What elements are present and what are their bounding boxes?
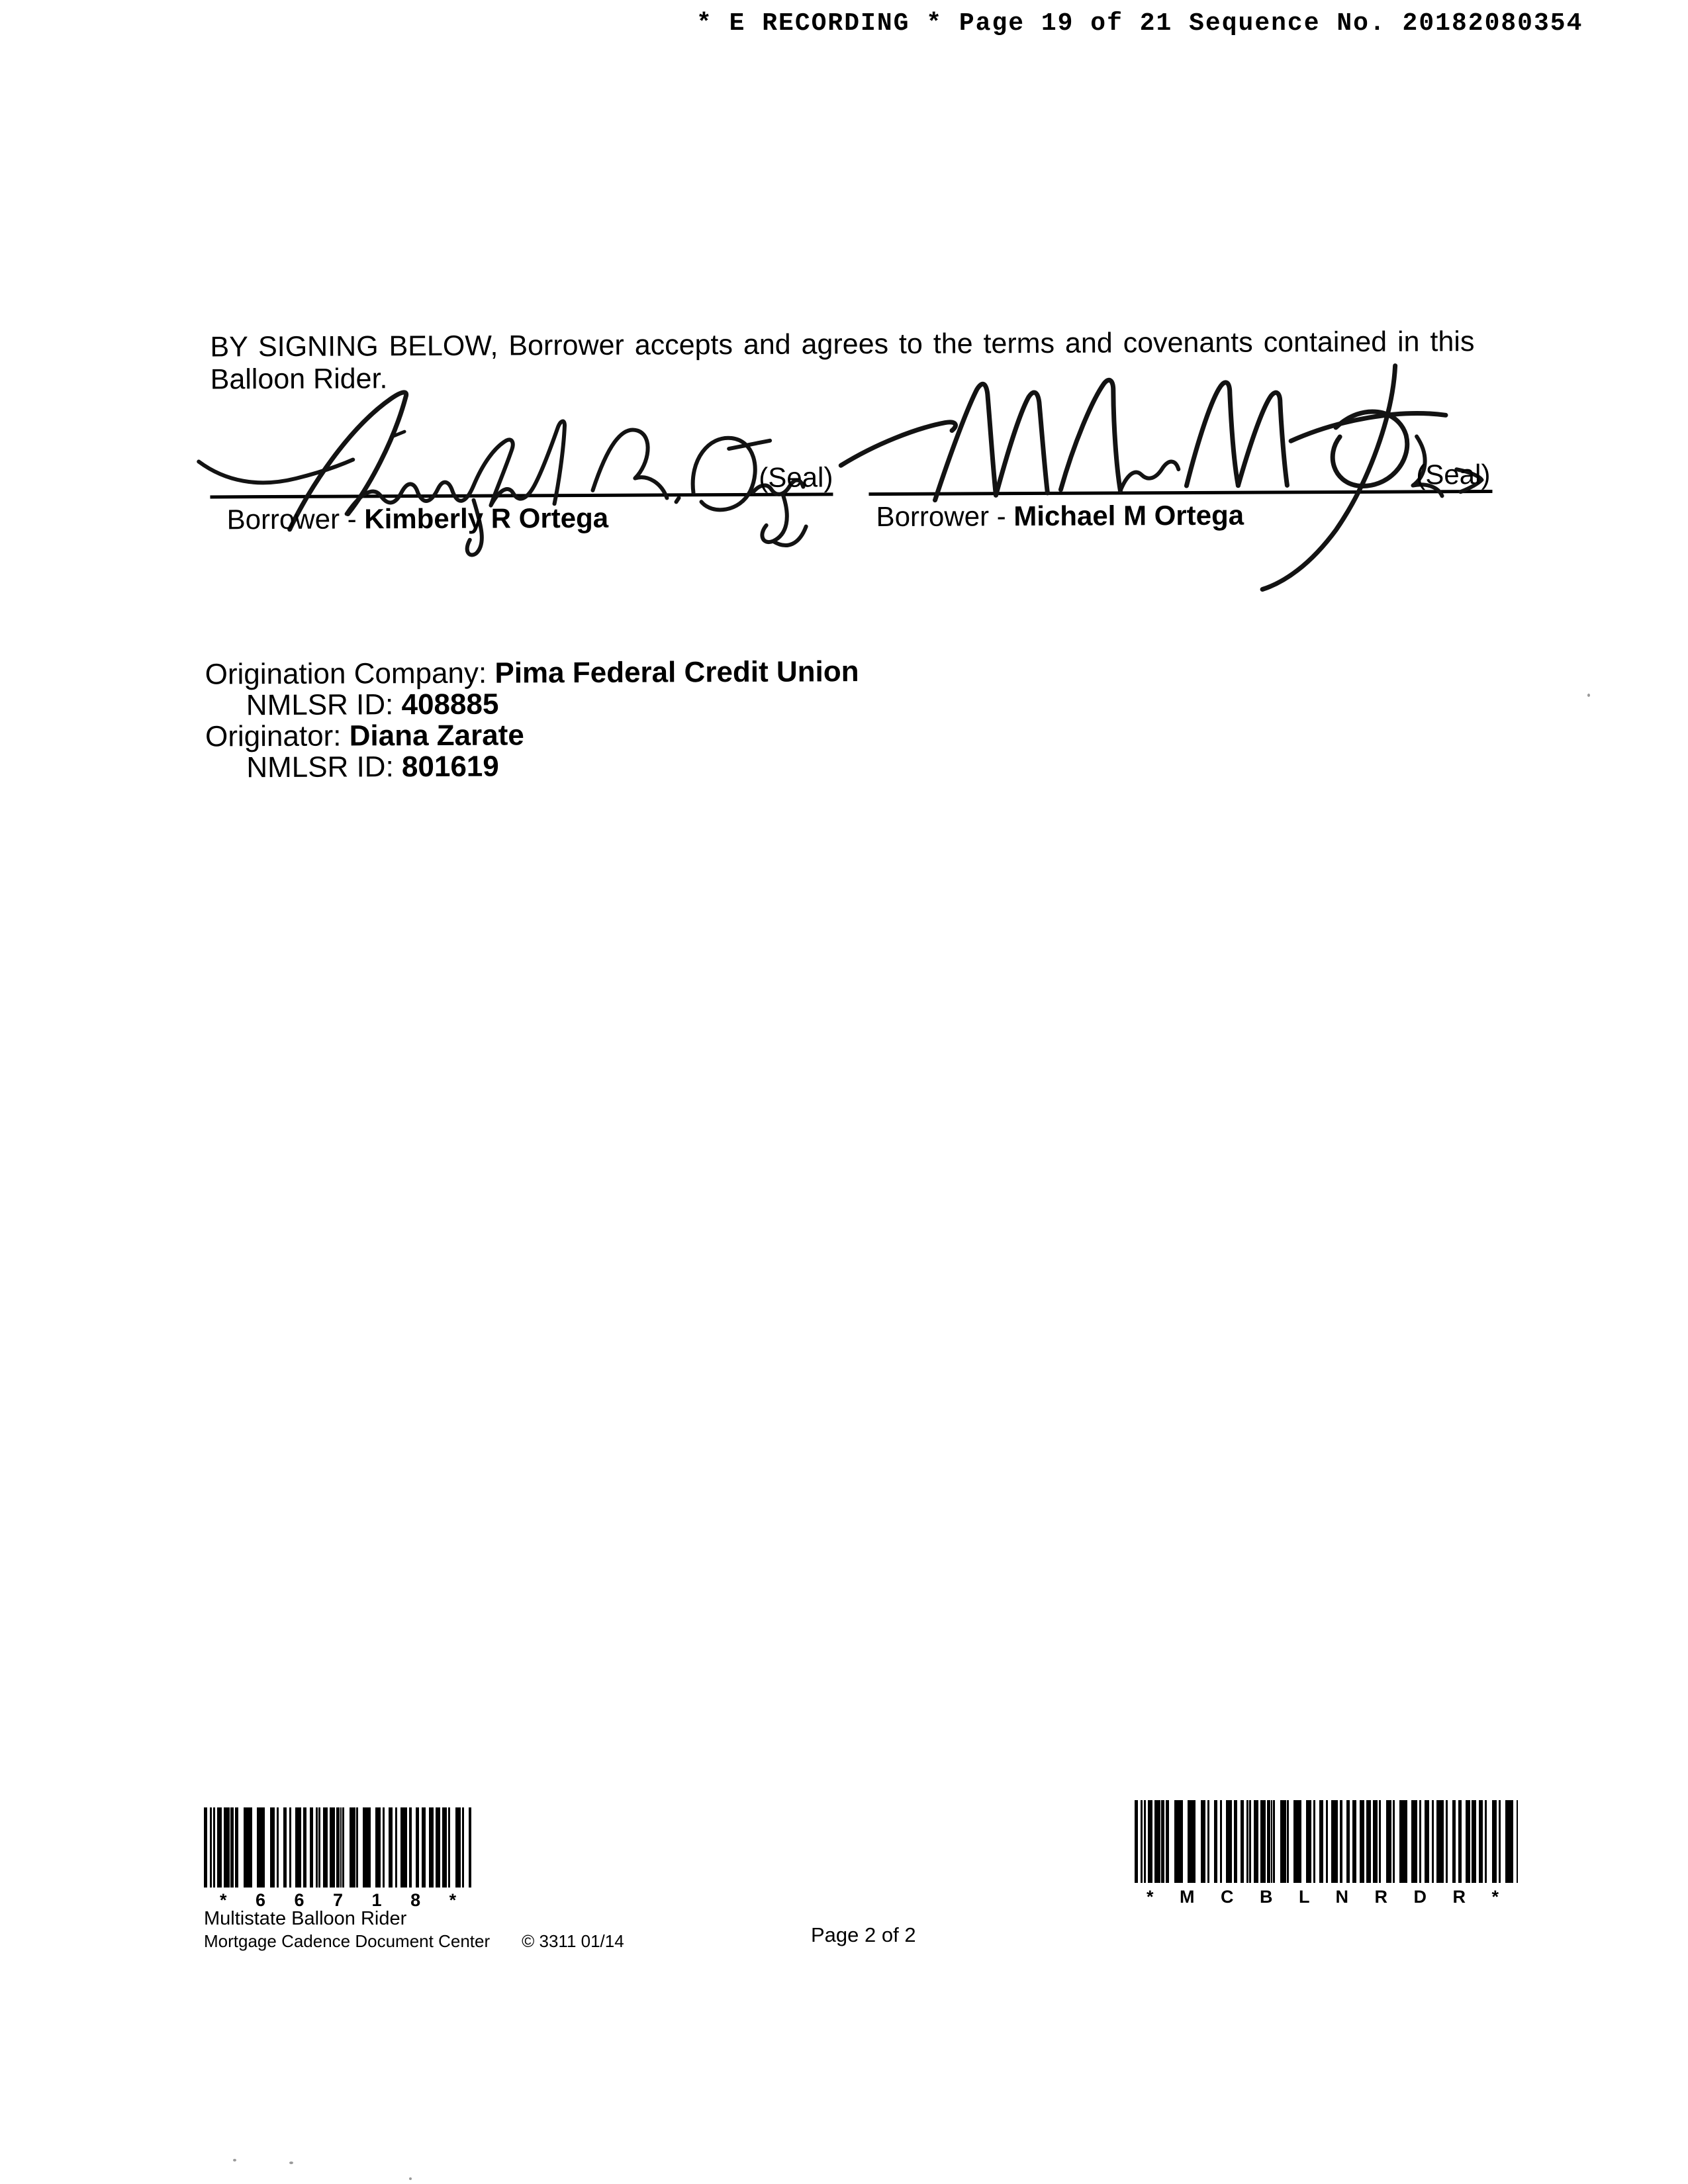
originator-value: Diana Zarate — [349, 719, 524, 752]
barcode-mcblnrdr-text: * M C B L N R D R * — [1147, 1887, 1510, 1907]
document-product-name: Multistate Balloon Rider — [204, 1908, 407, 1929]
vendor-name: Mortgage Cadence Document Center — [204, 1931, 491, 1951]
e-recording-header: * E RECORDING * Page 19 of 21 Sequence No. 20182080354 — [696, 9, 1583, 38]
borrower-prefix: Borrower - — [876, 500, 1014, 533]
scan-speck — [409, 2177, 412, 2180]
origination-company-row — [205, 656, 859, 690]
borrower-prefix: Borrower - — [226, 503, 365, 535]
originator-nmlsr-label: NMLSR ID: — [246, 751, 402, 784]
seal-text-left: (Seal) — [759, 461, 833, 493]
originator-nmlsr-value: 801619 — [401, 750, 499, 784]
scan-speck — [233, 2159, 236, 2161]
scan-speck — [1587, 694, 1590, 697]
company-nmlsr-value: 408885 — [401, 688, 499, 721]
borrower-label-kimberly — [227, 502, 609, 536]
originator-label: Originator: — [205, 719, 350, 753]
origination-company-label: Origination Company: — [205, 657, 495, 691]
borrower-name-kimberly: Kimberly R Ortega — [364, 502, 609, 535]
covenant-paragraph — [210, 326, 1487, 396]
covenant-paragraph-line1: BY SIGNING BELOW, Borrower accepts and agrees to the terms and covenants contained in this — [210, 326, 1475, 363]
barcode-66718 — [204, 1807, 471, 1888]
company-nmlsr-row — [205, 687, 859, 721]
vendor-line — [204, 1931, 624, 1952]
originator-nmlsr-row — [205, 749, 859, 783]
originator-row — [205, 718, 859, 752]
form-number: © 3311 01/14 — [522, 1931, 624, 1951]
barcode-66718-text: * 6 6 7 1 8 * — [220, 1890, 469, 1910]
scan-speck — [289, 2161, 293, 2164]
seal-text-right: (Seal) — [1416, 459, 1491, 490]
barcode-mcblnrdr — [1135, 1800, 1518, 1883]
borrower-name-michael: Michael M Ortega — [1013, 499, 1244, 532]
signature-line-michael — [868, 490, 1492, 496]
document-body — [0, 0, 1688, 928]
signature-line-kimberly — [210, 492, 833, 498]
origination-block — [205, 656, 860, 783]
covenant-paragraph-line2: Balloon Rider. — [210, 363, 388, 396]
borrower-label-michael — [876, 500, 1244, 533]
page-indicator: Page 2 of 2 — [811, 1923, 916, 1946]
company-nmlsr-label: NMLSR ID: — [246, 688, 402, 722]
origination-company-value: Pima Federal Credit Union — [494, 655, 859, 690]
